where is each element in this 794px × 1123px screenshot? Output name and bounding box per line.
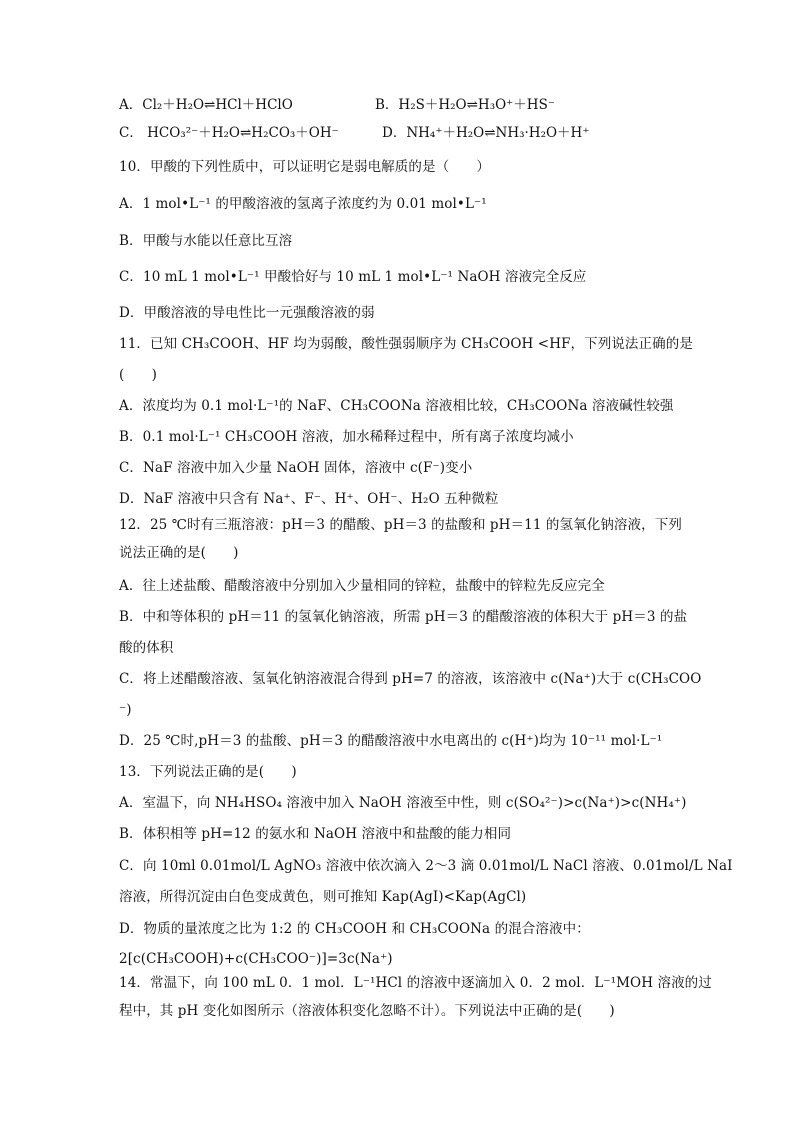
- q9-option-d: D．NH₄⁺＋H₂O⇌NH₃·H₂O＋H⁺: [382, 125, 590, 141]
- q11-stem-line1: 11．已知 CH₃COOH、HF 均为弱酸，酸性强弱顺序为 CH₃COOH <HF，下列说法正确的是: [119, 336, 693, 352]
- q10-stem: 10．甲酸的下列性质中，可以证明它是弱电解质的是（ ）: [119, 159, 490, 175]
- q12-option-b-line2: 酸的体积: [119, 640, 174, 656]
- q12-option-b-line1: B．中和等体积的 pH＝11 的氢氧化钠溶液，所需 pH＝3 的醋酸溶液的体积大于 pH＝3 的盐: [119, 609, 688, 625]
- q9-option-a: A．Cl₂＋H₂O⇌HCl＋HClO: [119, 97, 293, 113]
- q13-stem: 13．下列说法正确的是( ): [119, 764, 297, 780]
- q13-option-d-line2: 2[c(CH₃COOH)+c(CH₃COO⁻)]=3c(Na⁺): [119, 951, 393, 967]
- q13-option-a: A．室温下，向 NH₄HSO₄ 溶液中加入 NaOH 溶液至中性，则 c(SO₄²⁻)>c(Na⁺)>c(NH₄⁺): [119, 795, 687, 811]
- q12-stem-line2: 说法正确的是( ): [119, 545, 239, 561]
- q14-stem-line1: 14．常温下，向 100 mL 0．1 mol．L⁻¹HCl 的溶液中逐滴加入 0．2 mol．L⁻¹MOH 溶液的过: [119, 975, 712, 991]
- q11-stem-line2: ( ): [119, 367, 157, 383]
- q11-option-b: B．0.1 mol·L⁻¹ CH₃COOH 溶液，加水稀释过程中，所有离子浓度均减小: [119, 429, 574, 445]
- q13-option-c-line1: C．向 10ml 0.01mol/L AgNO₃ 溶液中依次滴入 2～3 滴 0.01mol/L NaCl 溶液、0.01mol/L NaI: [119, 858, 733, 874]
- q10-option-b: B．甲酸与水能以任意比互溶: [119, 233, 293, 249]
- q9-option-c: C． HCO₃²⁻＋H₂O⇌H₂CO₃＋OH⁻: [119, 125, 339, 141]
- q13-option-c-line2: 溶液，所得沉淀由白色变成黄色，则可推知 Kap(AgI)<Kap(AgCl): [119, 889, 527, 905]
- q13-option-d-line1: D．物质的量浓度之比为 1:2 的 CH₃COOH 和 CH₃COONa 的混合溶液中：: [119, 921, 590, 937]
- q12-option-d: D．25 ℃时,pH＝3 的盐酸、pH＝3 的醋酸溶液中水电离出的 c(H⁺)均为 10⁻¹¹ mol·L⁻¹: [119, 733, 663, 749]
- q13-option-b: B．体积相等 pH=12 的氨水和 NaOH 溶液中和盐酸的能力相同: [119, 826, 512, 842]
- q9-option-b: B．H₂S＋H₂O⇌H₃O⁺＋HS⁻: [375, 97, 555, 113]
- q10-option-c: C．10 mL 1 mol•L⁻¹ 甲酸恰好与 10 mL 1 mol•L⁻¹ NaOH 溶液完全反应: [119, 269, 587, 285]
- q11-option-a: A．浓度均为 0.1 mol·L⁻¹的 NaF、CH₃COONa 溶液相比较，CH₃COONa 溶液碱性较强: [119, 398, 674, 414]
- q12-option-c-line1: C．将上述醋酸溶液、氢氧化钠溶液混合得到 pH=7 的溶液，该溶液中 c(Na⁺)大于 c(CH₃COO: [119, 671, 702, 687]
- q10-option-d: D．甲酸溶液的导电性比一元强酸溶液的弱: [119, 305, 375, 321]
- q11-option-d: D．NaF 溶液中只含有 Na⁺、F⁻、H⁺、OH⁻、H₂O 五种微粒: [119, 491, 499, 507]
- q12-option-c-line2: ⁻): [119, 702, 132, 718]
- q14-stem-line2: 程中，其 pH 变化如图所示（溶液体积变化忽略不计）。下列说法中正确的是( ): [119, 1003, 615, 1019]
- q11-option-c: C．NaF 溶液中加入少量 NaOH 固体，溶液中 c(F⁻)变小: [119, 460, 473, 476]
- q12-option-a: A．往上述盐酸、醋酸溶液中分别加入少量相同的锌粒，盐酸中的锌粒先反应完全: [119, 578, 605, 594]
- q10-option-a: A．1 mol•L⁻¹ 的甲酸溶液的氢离子浓度约为 0.01 mol•L⁻¹: [119, 196, 487, 212]
- q12-stem-line1: 12．25 ℃时有三瓶溶液：pH＝3 的醋酸、pH＝3 的盐酸和 pH＝11 的氢氧化钠溶液，下列: [119, 517, 682, 533]
